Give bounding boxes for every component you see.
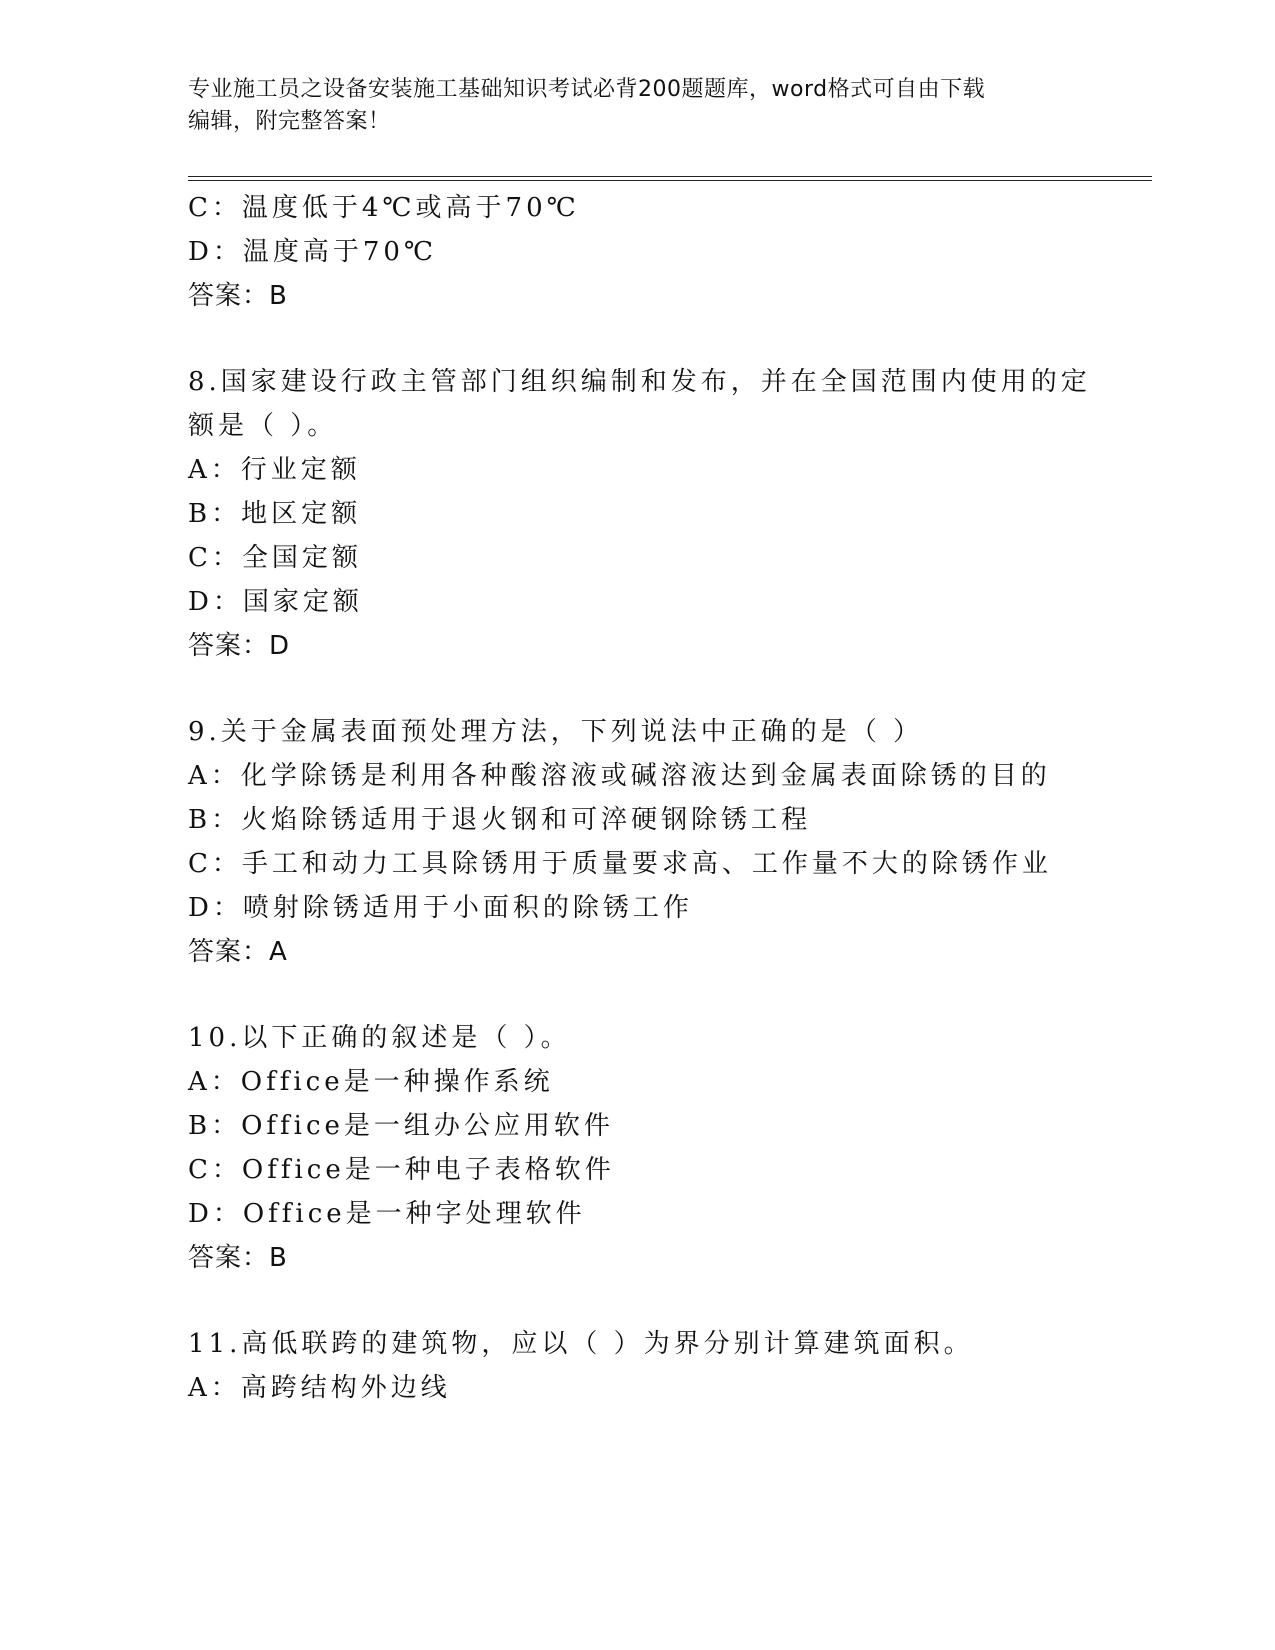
q9-answer: 答案：A [188,937,288,967]
q8-option-b: B：地区定额 [188,499,362,529]
q11-stem-line1: 11.高低联跨的建筑物，应以（ ）为界分别计算建筑面积。 [188,1329,974,1359]
q9-option-a: A：化学除锈是利用各种酸溶液或碱溶液达到金属表面除锈的目的 [188,761,1051,791]
prev-option-d: D：温度高于70℃ [188,237,438,267]
q10-stem-line1: 10.以下正确的叙述是（ ）。 [188,1023,571,1053]
q8-answer: 答案：D [188,631,291,661]
header-title-line1: 专业施工员之设备安装施工基础知识考试必背200题题库，word格式可自由下载 [188,77,986,102]
q10-option-b: B：Office是一组办公应用软件 [188,1111,614,1141]
q8-option-a: A：行业定额 [188,455,361,485]
q9-option-b: B：火焰除锈适用于退火钢和可淬硬钢除锈工程 [188,805,812,835]
header-divider [188,176,1152,181]
q9-option-d: D：喷射除锈适用于小面积的除锈工作 [188,893,693,923]
q11-option-a: A：高跨结构外边线 [188,1373,451,1403]
q10-option-d: D：Office是一种字处理软件 [188,1199,586,1229]
q8-stem-line1: 8.国家建设行政主管部门组织编制和发布，并在全国范围内使用的定 [188,367,1091,397]
prev-answer: 答案：B [188,281,288,311]
q8-option-c: C：全国定额 [188,543,362,573]
q9-stem-line1: 9.关于金属表面预处理方法，下列说法中正确的是（ ） [188,717,924,747]
q9-option-c: C：手工和动力工具除锈用于质量要求高、工作量不大的除锈作业 [188,849,1052,879]
q8-stem-line2: 额是（ ）。 [188,411,338,441]
q8-option-d: D：国家定额 [188,587,363,617]
header-title-line2: 编辑，附完整答案！ [188,109,391,134]
prev-option-c: C：温度低于4℃或高于70℃ [188,193,580,223]
q10-option-c: C：Office是一种电子表格软件 [188,1155,615,1185]
q10-answer: 答案：B [188,1243,288,1273]
q10-option-a: A：Office是一种操作系统 [188,1067,554,1097]
document-header [188,74,1068,138]
